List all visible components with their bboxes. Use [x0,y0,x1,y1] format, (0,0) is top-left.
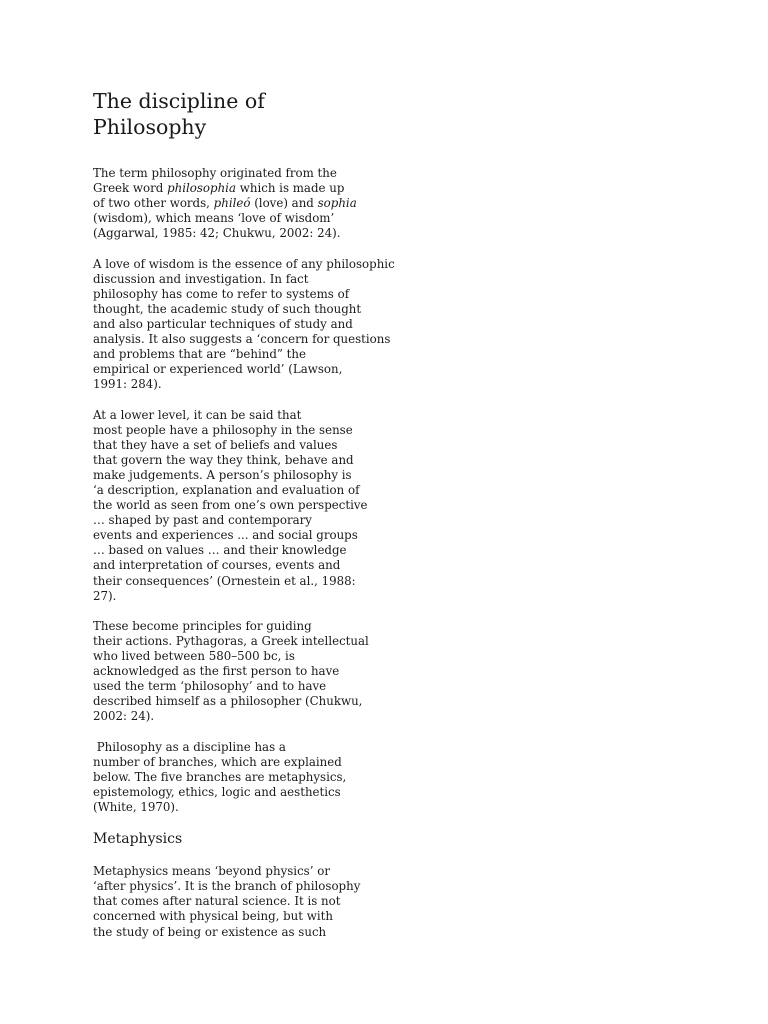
title-line: Philosophy [93,115,207,139]
text-line: and problems that are “behind” the [93,347,306,362]
text-line: (White, 1970). [93,799,179,814]
text-line: ‘after physics’. It is the branch of philosophy [93,879,361,894]
text-line: that govern the way they think, behave and [93,452,354,467]
text-line: (Aggarwal, 1985: 42; Chukwu, 2002: 24). [93,226,341,241]
text-line: used the term ‘philosophy’ and to have [93,679,327,694]
paragraph-metaphysics [93,864,393,939]
text-line: analysis. It also suggests a ‘concern for questions [93,332,391,347]
paragraph-origin [93,166,393,241]
paragraph-love-of-wisdom [93,257,393,393]
document-page [93,88,393,955]
text-line: 1991: 284). [93,377,162,392]
paragraph-lower-level [93,408,393,604]
italic-term: phileó [213,196,251,211]
text-line: 27). [93,588,117,603]
text-line: most people have a philosophy in the sense [93,422,353,437]
text-line: … based on values … and their knowledge [93,543,347,558]
text-line: who lived between 580–500 bc, is [93,649,295,663]
italic-term: philosophia [167,181,236,196]
text-line: Greek word philosophia which is made up [93,181,345,196]
text-line: and interpretation of courses, events and [93,558,341,573]
text-line: These become principles for guiding [93,618,312,633]
section-heading: Metaphysics [93,831,183,848]
paragraph-pythagoras [93,619,393,725]
text-line: their actions. Pythagoras, a Greek intellectual [93,633,369,648]
paragraph-branches [93,740,393,815]
text-line: thought, the academic study of such thought [93,301,362,316]
text-line: Philosophy as a discipline has a [93,739,286,754]
text-line: described himself as a philosopher (Chukwu, [93,694,363,709]
text-line: (wisdom), which means ‘love of wisdom’ [93,211,335,226]
text-line: ‘a description, explanation and evaluation of [93,482,360,497]
text-line: concerned with physical being, but with [93,909,333,924]
title-line: The discipline of [93,89,265,113]
text-line: discussion and investigation. In fact [93,271,309,286]
text-line: below. The five branches are metaphysics, [93,769,347,784]
text-line: … shaped by past and contemporary [93,513,312,528]
text-line: and also particular techniques of study and [93,316,353,331]
text-line: of two other words, phileó (love) and sophia [93,196,357,211]
text-line: epistemology, ethics, logic and aesthetics [93,784,341,799]
text-line: empirical or experienced world’ (Lawson, [93,362,343,377]
text-line: the study of being or existence as such [93,924,327,939]
text-line: A love of wisdom is the essence of any philosophic [93,256,395,271]
text-line: that they have a set of beliefs and values [93,437,338,452]
text-line: 2002: 24). [93,709,155,724]
text-line: that comes after natural science. It is not [93,894,341,909]
italic-term: sophia [317,196,357,211]
text-line: make judgements. A person’s philosophy is [93,467,352,482]
document-title [93,88,393,140]
text-line: their consequences’ (Ornestein et al., 1988: [93,573,356,588]
text-line: The term philosophy originated from the [93,166,337,180]
text-line: events and experiences ... and social groups [93,528,358,543]
text-line: number of branches, which are explained [93,754,342,769]
text-line: the world as seen from one’s own perspective [93,498,368,513]
text-line: At a lower level, it can be said that [93,407,302,422]
text-line: acknowledged as the first person to have [93,664,340,679]
text-line: philosophy has come to refer to systems of [93,286,350,301]
text-line: Metaphysics means ‘beyond physics’ or [93,864,330,879]
